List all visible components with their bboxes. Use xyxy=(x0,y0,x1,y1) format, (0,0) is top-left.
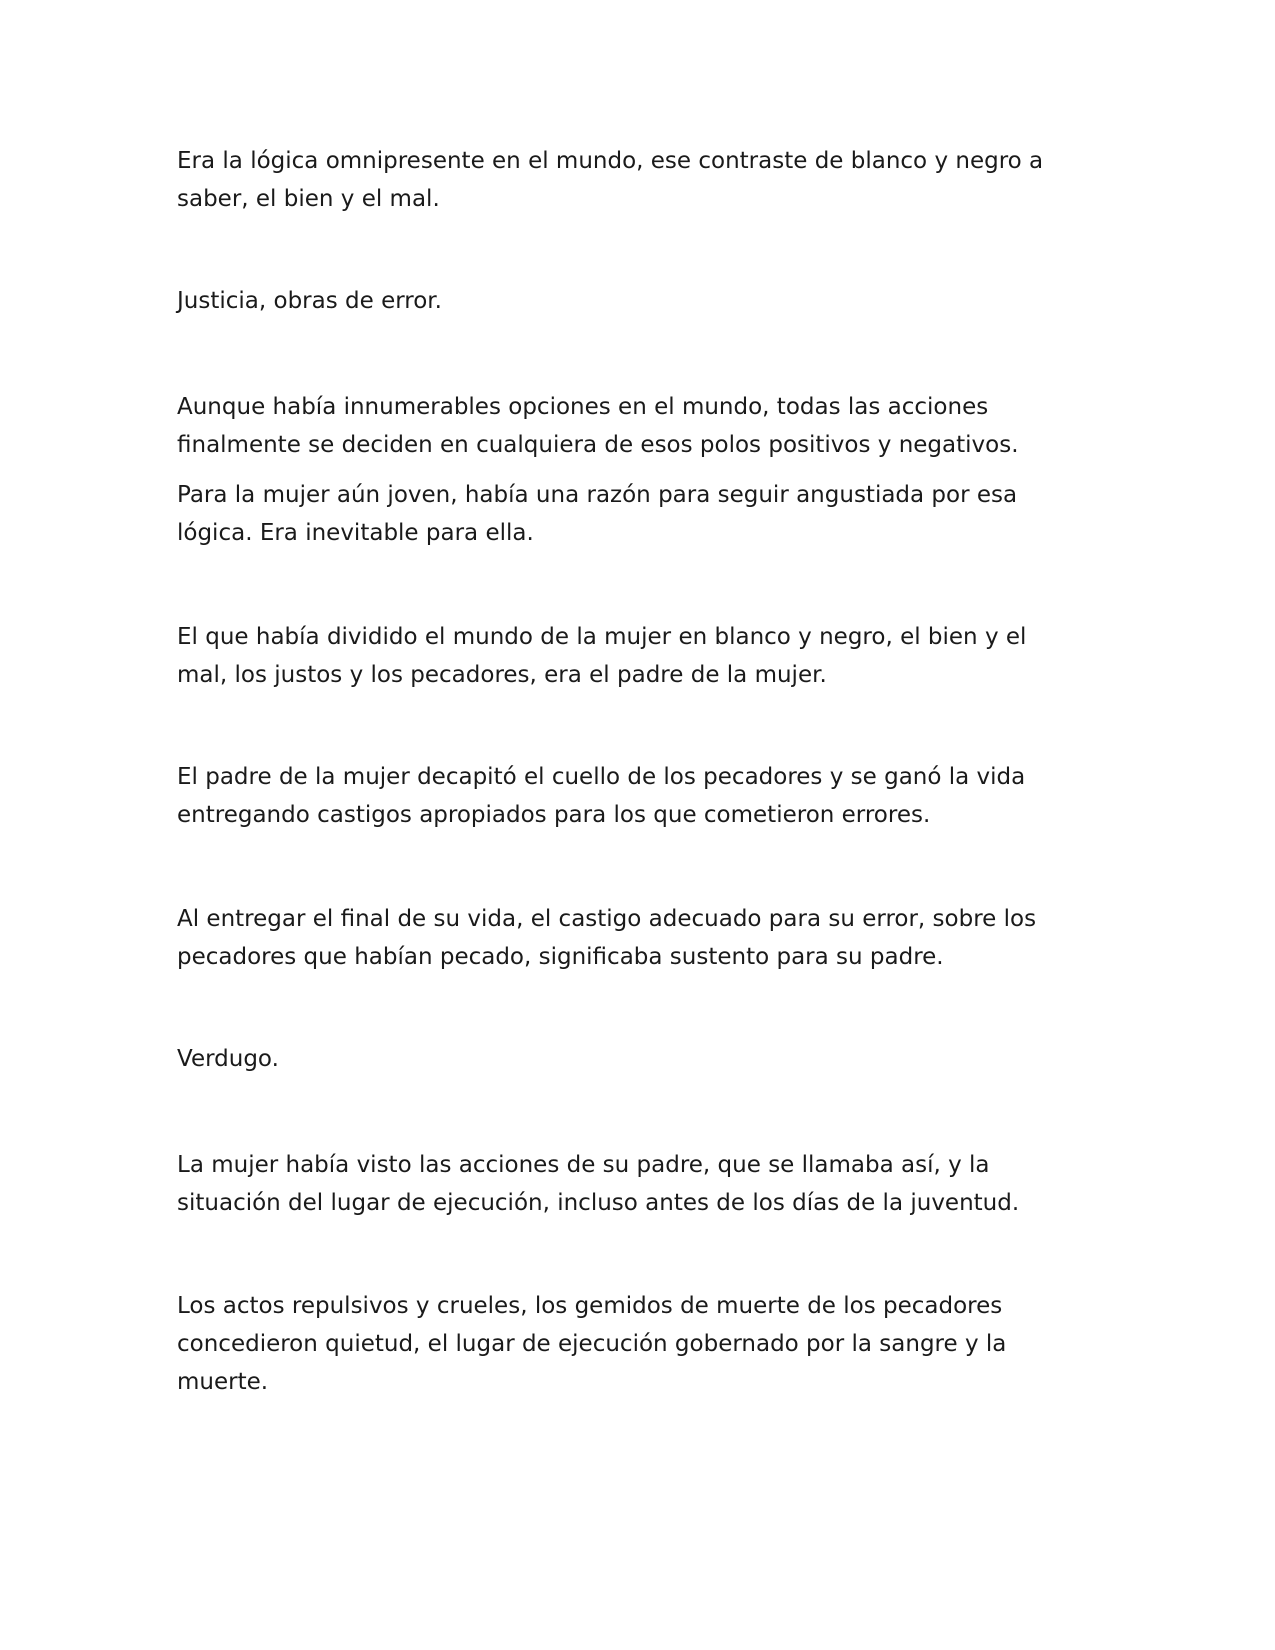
text-line: pecadores que habían pecado, significaba sustento para su padre. xyxy=(177,944,944,970)
paragraph xyxy=(177,388,1077,464)
text-line: mal, los justos y los pecadores, era el padre de la mujer. xyxy=(177,662,827,688)
text-line: El que había dividido el mundo de la mujer en blanco y negro, el bien y el xyxy=(177,624,1027,650)
text-line: Verdugo. xyxy=(177,1046,279,1072)
paragraph xyxy=(177,1146,1077,1222)
paragraph xyxy=(177,476,1077,552)
text-line: Al entregar el final de su vida, el castigo adecuado para su error, sobre los xyxy=(177,906,1037,932)
text-line: finalmente se deciden en cualquiera de esos polos positivos y negativos. xyxy=(177,432,1019,458)
paragraph xyxy=(177,618,1077,694)
text-line: Justicia, obras de error. xyxy=(177,288,442,314)
paragraph xyxy=(177,900,1077,976)
text-line: Era la lógica omnipresente en el mundo, ese contraste de blanco y negro a xyxy=(177,148,1044,174)
text-line: situación del lugar de ejecución, incluso antes de los días de la juventud. xyxy=(177,1190,1020,1216)
paragraph xyxy=(177,1040,1077,1078)
text-line: Para la mujer aún joven, había una razón para seguir angustiada por esa xyxy=(177,482,1018,508)
text-line: Los actos repulsivos y crueles, los gemidos de muerte de los pecadores xyxy=(177,1293,1003,1319)
paragraph xyxy=(177,282,1077,320)
paragraph xyxy=(177,758,1077,834)
text-line: entregando castigos apropiados para los que cometieron errores. xyxy=(177,802,931,828)
text-line: La mujer había visto las acciones de su padre, que se llamaba así, y la xyxy=(177,1152,990,1178)
paragraph xyxy=(177,1287,1077,1401)
paragraph xyxy=(177,142,1077,218)
text-line: lógica. Era inevitable para ella. xyxy=(177,520,534,546)
text-line: concedieron quietud, el lugar de ejecución gobernado por la sangre y la xyxy=(177,1331,1007,1357)
text-line: saber, el bien y el mal. xyxy=(177,186,440,212)
text-line: muerte. xyxy=(177,1369,269,1395)
text-line: Aunque había innumerables opciones en el mundo, todas las acciones xyxy=(177,394,989,420)
text-line: El padre de la mujer decapitó el cuello de los pecadores y se ganó la vida xyxy=(177,764,1026,790)
